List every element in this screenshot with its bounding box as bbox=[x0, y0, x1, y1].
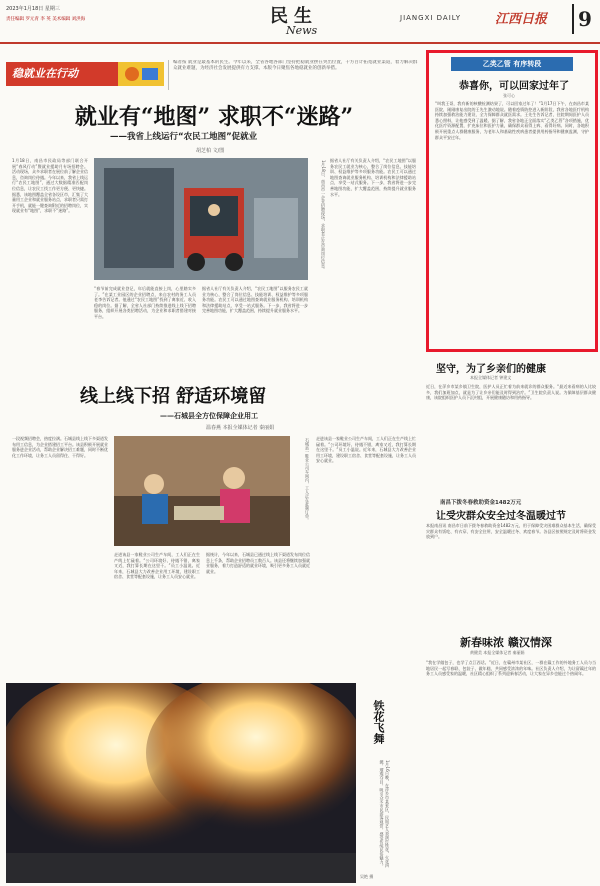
masthead bbox=[0, 0, 600, 44]
lead-subheadline: ——我省上线运行“农民工地图”促就业 bbox=[110, 132, 258, 142]
lead-column-4: 据省人社厅有关负责人介绍，“农民工地图”以服务农民工就业为核心，整合了岗位信息、技能培训、权益维护等多项服务功能。农民工可以通过地图查询就业服务机构、培训机构和法律援助站点，享受一站式服务。下一步，我省将进一步完善地图功能，扩大覆盖范围，持续提升就业服务水平。 bbox=[330, 158, 416, 197]
lead-photo-caption: 1月18日，南昌市一企业招聘现场，求职者正在咨询岗位信息。 bbox=[321, 160, 326, 272]
tools-illustration-icon bbox=[118, 62, 164, 86]
article3-kicker: 南昌下拨冬春救助资金1482万元 bbox=[440, 500, 522, 506]
fireworks-sparks-image bbox=[6, 683, 356, 883]
photo-band-credit: 吴艳 摄 bbox=[360, 874, 374, 879]
lead-column-3: 据省人社厅有关负责人介绍，“农民工地图”以服务农民工就业为核心，整合了岗位信息、技能培训、权益维护等多项服务功能。农民工可以通过地图查询就业服务机构、培训机构和法律援助站点，享受一站式服务。下一步，我省将进一步完善地图功能，扩大覆盖范围，持续提升就业服务水平。 bbox=[202, 286, 308, 314]
article2-body: 近日，在萍乡市某乡镇卫生院，医护人员正忙着为前来就诊的群众服务。“最近来看病的人比较多，我们加班加点，就是为了让乡亲们能及时得到治疗。”卫生院负责人说。为保障基层群众健康，该院组织医护人员下沉村组，开展健康随访和用药指导。 bbox=[426, 384, 596, 401]
article3-headline: 让受灾群众安全过冬温暖过节 bbox=[436, 511, 566, 522]
column-banner bbox=[6, 60, 418, 90]
second-headline: 线上线下招 舒适环境留 bbox=[80, 386, 267, 407]
date-line: 2023年1月18日 星期三 bbox=[6, 6, 60, 12]
second-photo bbox=[114, 436, 290, 546]
section-title: 民生 bbox=[270, 6, 318, 27]
box-tag: 乙类乙管 有序转段 bbox=[451, 57, 573, 71]
editor-note: 编者按 就业是最基本的民生。今年以来，全省各地各部门坚持把稳就业摆在突出位置，千方百计拓宽就业渠道，着力解决群众就业难题，为经济社会发展提供有力支撑。本版今日聚焦各地稳就业的创新举措。 bbox=[168, 60, 418, 90]
highlight-box bbox=[426, 50, 598, 352]
paper-logo: 江西日报 bbox=[495, 12, 548, 27]
article4-body: “我在学做包子，也学了点江西话。”近日，在赣州市某社区，一群在赣工作的外地务工人员与当地居民一起写春联、包饺子、做年糕，共同感受浓浓的年味。社区负责人介绍，为让留赣过年的务工人员感受家的温暖，社区精心组织了系列迎新春活动，让大家在异乡也能过个热闹年。 bbox=[426, 660, 596, 677]
warehouse-forklift-image bbox=[94, 158, 308, 280]
article4-headline: 新春味浓 赣汉情深 bbox=[460, 636, 552, 649]
photo-band bbox=[6, 683, 356, 883]
second-column-3: 据统计，今年以来，石城县已通过线上线下渠道发布岗位信息上千条，帮助企业招聘员工数百人。该县还将继续加强就业服务，着力打造舒适的就业环境，吸引更多务工人员就近就业。 bbox=[206, 552, 310, 574]
lead-headline: 就业有“地图” 求职不“迷路” bbox=[74, 104, 354, 130]
banner-decoration bbox=[118, 62, 164, 86]
second-photo-caption: 石城县一鞋业公司车间内，工人正在赶制订单。 bbox=[305, 438, 310, 522]
editors-line: 责任编辑 罗元青 李 英 美术编辑 刘洪海 bbox=[6, 17, 86, 22]
photo-band-caption: 1月16日晚，在萍乡市某景区，民间艺人表演打铁花，火花四溅，璀璨夺目，吸引众多市民游客观赏，感受传统民俗魅力。 bbox=[379, 760, 390, 868]
second-column-2: 走进该县一家鞋业公司生产车间，工人们正在生产线上忙碌着。“公司环境好、待遇不错，离家又近，我打算长期在这里干。”员工小温说。近年来，石城县大力改善企业用工环境，建设职工宿舍、食堂等配套设施，让务工人员安心就业。 bbox=[114, 552, 200, 580]
lead-column-1: 1月18日，南昌市民政局等部门联合开展“春风行动”暨就业援助月专场招聘会。活动现场，众多求职者在展位前了解企业信息，咨询岗位待遇。今年以来，我省上线运行“农民工地图”，通过大数据精准匹配岗位信息，让农民工找工作更方便、更快捷。据悉，该地图覆盖全省各设区市，汇集了大量用工企业和就业服务站点，求职者只需打开手机，就能一键查询附近的招聘岗位，实现就业有“地图”，求职不“迷路”。 bbox=[12, 158, 88, 214]
lead-byline: 胡芝柏 文/图 bbox=[196, 148, 225, 154]
paper-english-name: JIANGXI DAILY bbox=[400, 14, 462, 22]
article2-headline: 坚守，为了乡亲们的健康 bbox=[436, 364, 546, 375]
box-byline: 张可心 bbox=[503, 93, 515, 98]
article2-byline: 本报全媒体记者 钟建文 bbox=[470, 375, 512, 380]
lead-photo bbox=[94, 158, 308, 280]
page-number: 9 bbox=[572, 4, 596, 34]
lead-column-2: “春节前完成就业登记，年后就能直接上岗，心里踏实多了。”在某工业园区的企业招聘点，来自农村的务工人员老李告诉记者。他通过“农民工地图”找到了离家近、收入稳的岗位。据了解，全省人社部门持续推进线上线下招聘服务，组织开展各类招聘活动，为企业和求职者搭建对接平台。 bbox=[94, 286, 196, 319]
second-byline: 温春燕 本报全媒体记者 秦丽娟 bbox=[206, 425, 275, 431]
box-headline: 恭喜你，可以回家过年了 bbox=[459, 81, 569, 92]
factory-workers-image bbox=[114, 436, 290, 546]
second-column-4: 走进该县一家鞋业公司生产车间，工人们正在生产线上忙碌着。“公司环境好、待遇不错，离家又近，我打算长期在这里干。”员工小温说。近年来，石城县大力改善企业用工环境，建设职工宿舍、食堂等配套设施，让务工人员安心就业。 bbox=[316, 436, 416, 464]
section-subtitle: News bbox=[286, 24, 318, 37]
box-body: “叫我王哥，我有新的核酸检测结果了，可以回家过年了！”1月17日下午，在南昌市某医院，刚刚康复出院的王先生激动地说。随着疫情防控进入新阶段，我省各地医疗机构持续加强救治能力建设，全力保障群众就医需求。王先生告诉记者，住院期间医护人员悉心照料，让他感受到了温暖。据了解，我省各地正全面落实“乙类乙管”各项措施，优化医疗资源配置，扩充床位和医护力量，确保群众看得上病、看得好病。同时，各地积极开展重点人群健康服务，为老年人和基础性疾病患者提供用药指导和健康监测，守护群众平安过年。 bbox=[435, 101, 589, 140]
article3-body: 本报南昌讯 南昌市日前下拨冬春救助资金1482万元，用于保障受灾困难群众基本生活，确保受灾群众有饭吃、有衣穿、有安全住所，安全温暖过冬、欢度春节。各县区按照规定及时将资金发放到户。 bbox=[426, 523, 596, 540]
photo-band-title: 铁花飞舞 bbox=[372, 700, 385, 744]
banner-tag: 稳就业在行动 bbox=[6, 62, 118, 86]
second-column-1: 一段视频招聘会，热度拉满。石城县线上线下多渠道发布用工信息，为企业搭建招工平台。该县积极开展就业服务进企业活动，帮助企业解决招工难题，同时不断优化工作环境，让务工人员留得住、干得好。 bbox=[12, 436, 108, 458]
second-subheadline: ——石城县全方位保障企业用工 bbox=[160, 412, 258, 420]
article4-byline: 黄健美 本报全媒体记者 秦丽娟 bbox=[470, 650, 525, 655]
